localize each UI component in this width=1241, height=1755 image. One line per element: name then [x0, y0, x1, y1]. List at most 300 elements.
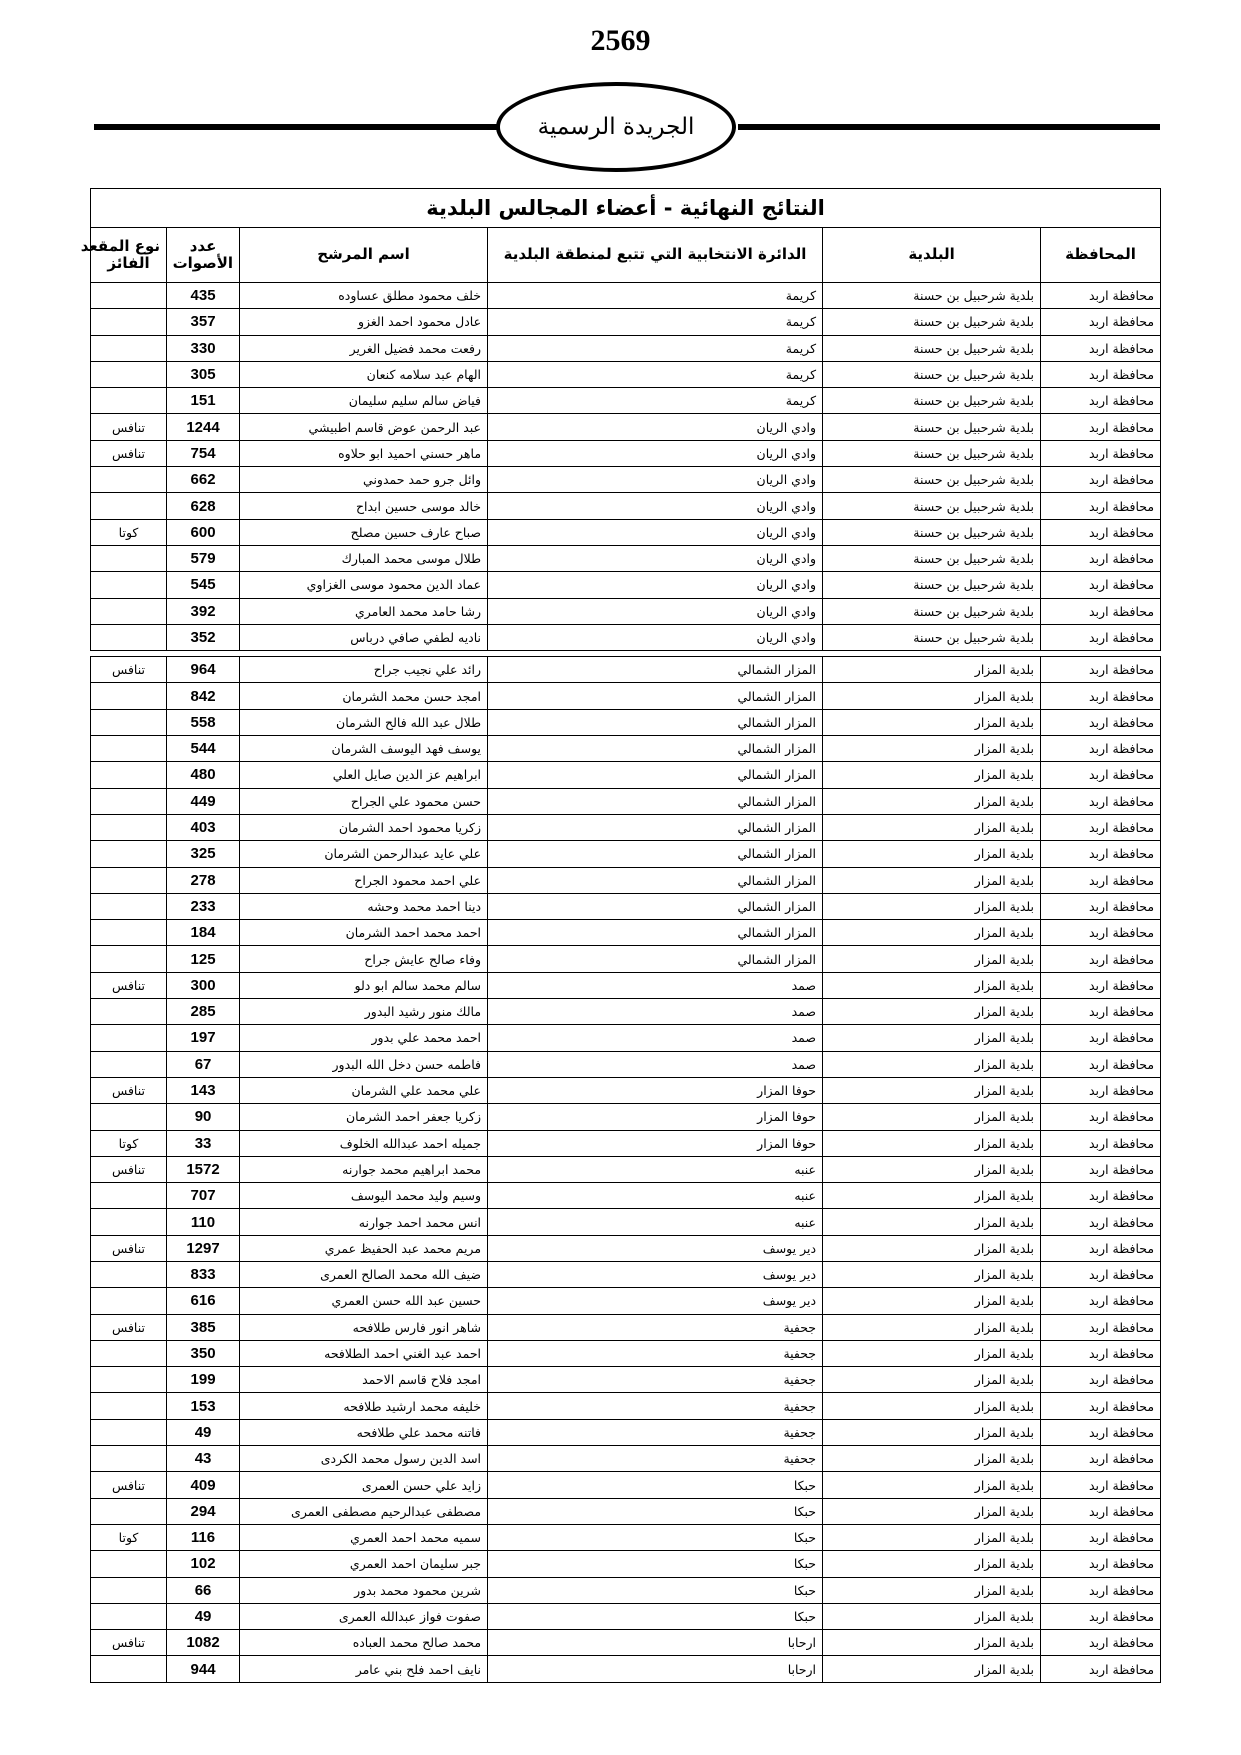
- cell-district: عنبه: [488, 1183, 823, 1209]
- cell-governorate: محافظة اربد: [1041, 309, 1161, 335]
- cell-candidate: حسين عبد الله حسن العمري: [240, 1288, 488, 1314]
- header-seat-line1: نوع المقعد: [80, 236, 161, 255]
- cell-candidate: ضيف الله محمد الصالح العمرى: [240, 1261, 488, 1287]
- cell-district: وادي الريان: [488, 545, 823, 571]
- cell-governorate: محافظة اربد: [1041, 335, 1161, 361]
- cell-seat-type: [91, 1183, 167, 1209]
- cell-candidate: حسن محمود علي الجراح: [240, 788, 488, 814]
- cell-candidate: امجد فلاح قاسم الاحمد: [240, 1367, 488, 1393]
- cell-municipality: بلدية المزار: [823, 1419, 1041, 1445]
- cell-votes: 184: [167, 920, 240, 946]
- cell-district: المزار الشمالي: [488, 867, 823, 893]
- header-rule-right: [738, 124, 1160, 130]
- cell-governorate: محافظة اربد: [1041, 1025, 1161, 1051]
- header-seat-line2: الفائز: [107, 254, 150, 272]
- cell-candidate: امجد حسن محمد الشرمان: [240, 683, 488, 709]
- table-row: [91, 999, 1161, 1025]
- cell-governorate: محافظة اربد: [1041, 1183, 1161, 1209]
- rows-group-sharhabil: [91, 283, 1161, 651]
- header-municipality: البلدية: [823, 228, 1041, 283]
- cell-municipality: بلدية شرحبيل بن حسنة: [823, 361, 1041, 387]
- cell-governorate: محافظة اربد: [1041, 893, 1161, 919]
- cell-candidate: مصطفى عبدالرحيم مصطفى العمرى: [240, 1498, 488, 1524]
- cell-governorate: محافظة اربد: [1041, 388, 1161, 414]
- cell-seat-type: [91, 1446, 167, 1472]
- cell-seat-type: [91, 1288, 167, 1314]
- header-governorate: المحافظة: [1041, 228, 1161, 283]
- cell-governorate: محافظة اربد: [1041, 946, 1161, 972]
- cell-seat-type: [91, 1367, 167, 1393]
- header-candidate: اسم المرشح: [240, 228, 488, 283]
- cell-governorate: محافظة اربد: [1041, 283, 1161, 309]
- cell-votes: 350: [167, 1340, 240, 1366]
- cell-governorate: محافظة اربد: [1041, 1419, 1161, 1445]
- cell-seat-type: [91, 1498, 167, 1524]
- cell-municipality: بلدية المزار: [823, 762, 1041, 788]
- cell-governorate: محافظة اربد: [1041, 1472, 1161, 1498]
- cell-municipality: بلدية شرحبيل بن حسنة: [823, 572, 1041, 598]
- cell-candidate: ابراهيم عز الدين صايل العلي: [240, 762, 488, 788]
- cell-governorate: محافظة اربد: [1041, 467, 1161, 493]
- cell-governorate: محافظة اربد: [1041, 519, 1161, 545]
- table-row: [91, 1077, 1161, 1103]
- cell-candidate: عبد الرحمن عوض قاسم اطبيشي: [240, 414, 488, 440]
- cell-votes: 1082: [167, 1630, 240, 1656]
- cell-candidate: علي محمد علي الشرمان: [240, 1077, 488, 1103]
- cell-district: جحفية: [488, 1393, 823, 1419]
- cell-votes: 1572: [167, 1156, 240, 1182]
- cell-seat-type: كوتا: [91, 1524, 167, 1550]
- cell-governorate: محافظة اربد: [1041, 709, 1161, 735]
- cell-votes: 600: [167, 519, 240, 545]
- cell-governorate: محافظة اربد: [1041, 414, 1161, 440]
- cell-municipality: بلدية المزار: [823, 1446, 1041, 1472]
- cell-candidate: زكريا محمود احمد الشرمان: [240, 814, 488, 840]
- table-row: [91, 1130, 1161, 1156]
- cell-seat-type: [91, 683, 167, 709]
- cell-district: حوفا المزار: [488, 1130, 823, 1156]
- table-row: [91, 1630, 1161, 1656]
- cell-district: صمد: [488, 1051, 823, 1077]
- cell-seat-type: كوتا: [91, 519, 167, 545]
- cell-municipality: بلدية المزار: [823, 1235, 1041, 1261]
- cell-municipality: بلدية شرحبيل بن حسنة: [823, 493, 1041, 519]
- table-row: [91, 440, 1161, 466]
- cell-district: المزار الشمالي: [488, 893, 823, 919]
- cell-municipality: بلدية المزار: [823, 1104, 1041, 1130]
- cell-votes: 305: [167, 361, 240, 387]
- cell-municipality: بلدية المزار: [823, 709, 1041, 735]
- cell-district: كريمة: [488, 388, 823, 414]
- table-row: [91, 1104, 1161, 1130]
- cell-seat-type: [91, 762, 167, 788]
- table-row: [91, 519, 1161, 545]
- cell-seat-type: كوتا: [91, 1130, 167, 1156]
- cell-seat-type: [91, 1419, 167, 1445]
- cell-district: ارحابا: [488, 1656, 823, 1682]
- cell-district: جحفية: [488, 1367, 823, 1393]
- table-row: [91, 572, 1161, 598]
- cell-candidate: محمد ابراهيم محمد جوارنه: [240, 1156, 488, 1182]
- cell-governorate: محافظة اربد: [1041, 1393, 1161, 1419]
- cell-seat-type: [91, 1393, 167, 1419]
- cell-candidate: انس محمد احمد جوارنه: [240, 1209, 488, 1235]
- cell-governorate: محافظة اربد: [1041, 1656, 1161, 1682]
- cell-district: المزار الشمالي: [488, 814, 823, 840]
- cell-district: جحفية: [488, 1340, 823, 1366]
- cell-governorate: محافظة اربد: [1041, 867, 1161, 893]
- cell-votes: 143: [167, 1077, 240, 1103]
- cell-seat-type: [91, 1051, 167, 1077]
- cell-district: كريمة: [488, 309, 823, 335]
- header-votes-line2: الأصوات: [172, 254, 234, 272]
- cell-seat-type: [91, 1577, 167, 1603]
- cell-municipality: بلدية المزار: [823, 1183, 1041, 1209]
- cell-governorate: محافظة اربد: [1041, 999, 1161, 1025]
- table-row: [91, 867, 1161, 893]
- cell-governorate: محافظة اربد: [1041, 736, 1161, 762]
- cell-seat-type: [91, 283, 167, 309]
- header-votes-line1: عدد: [189, 236, 217, 255]
- cell-municipality: بلدية المزار: [823, 1577, 1041, 1603]
- table-row: [91, 283, 1161, 309]
- table-title: النتائج النهائية - أعضاء المجالس البلدية: [91, 189, 1161, 228]
- table-row: [91, 893, 1161, 919]
- cell-seat-type: تنافس: [91, 1077, 167, 1103]
- cell-governorate: محافظة اربد: [1041, 1603, 1161, 1629]
- cell-votes: 49: [167, 1603, 240, 1629]
- cell-votes: 43: [167, 1446, 240, 1472]
- cell-municipality: بلدية المزار: [823, 946, 1041, 972]
- cell-governorate: محافظة اربد: [1041, 1446, 1161, 1472]
- cell-votes: 67: [167, 1051, 240, 1077]
- cell-municipality: بلدية شرحبيل بن حسنة: [823, 335, 1041, 361]
- cell-seat-type: تنافس: [91, 1235, 167, 1261]
- cell-votes: 662: [167, 467, 240, 493]
- cell-district: المزار الشمالي: [488, 657, 823, 683]
- cell-district: المزار الشمالي: [488, 788, 823, 814]
- table-row: [91, 1393, 1161, 1419]
- cell-municipality: بلدية المزار: [823, 1472, 1041, 1498]
- cell-candidate: علي احمد محمود الجراح: [240, 867, 488, 893]
- table-row: [91, 335, 1161, 361]
- cell-votes: 944: [167, 1656, 240, 1682]
- cell-votes: 90: [167, 1104, 240, 1130]
- table-row: [91, 788, 1161, 814]
- cell-seat-type: [91, 736, 167, 762]
- cell-candidate: احمد عبد الغني احمد الطلافحه: [240, 1340, 488, 1366]
- cell-municipality: بلدية المزار: [823, 683, 1041, 709]
- table-row: [91, 624, 1161, 650]
- cell-candidate: مريم محمد عبد الحفيظ عمري: [240, 1235, 488, 1261]
- table-row: [91, 1367, 1161, 1393]
- cell-votes: 392: [167, 598, 240, 624]
- cell-candidate: دينا احمد محمد وحشه: [240, 893, 488, 919]
- table-row: [91, 1498, 1161, 1524]
- cell-district: ارحابا: [488, 1630, 823, 1656]
- cell-seat-type: [91, 545, 167, 571]
- cell-municipality: بلدية المزار: [823, 841, 1041, 867]
- cell-seat-type: تنافس: [91, 657, 167, 683]
- cell-seat-type: [91, 335, 167, 361]
- cell-governorate: محافظة اربد: [1041, 972, 1161, 998]
- cell-votes: 480: [167, 762, 240, 788]
- table-row: [91, 388, 1161, 414]
- cell-district: صمد: [488, 972, 823, 998]
- cell-votes: 403: [167, 814, 240, 840]
- cell-votes: 199: [167, 1367, 240, 1393]
- results-table: [80, 188, 1161, 1683]
- cell-district: حبكا: [488, 1577, 823, 1603]
- cell-district: حوفا المزار: [488, 1104, 823, 1130]
- cell-candidate: الهام عبد سلامه كنعان: [240, 361, 488, 387]
- cell-governorate: محافظة اربد: [1041, 683, 1161, 709]
- cell-governorate: محافظة اربد: [1041, 1630, 1161, 1656]
- cell-seat-type: [91, 1025, 167, 1051]
- cell-district: حبكا: [488, 1551, 823, 1577]
- cell-candidate: ناديه لطفي صافي درباس: [240, 624, 488, 650]
- cell-municipality: بلدية المزار: [823, 1077, 1041, 1103]
- cell-municipality: بلدية شرحبيل بن حسنة: [823, 414, 1041, 440]
- cell-votes: 754: [167, 440, 240, 466]
- cell-district: دير يوسف: [488, 1288, 823, 1314]
- cell-governorate: محافظة اربد: [1041, 1314, 1161, 1340]
- cell-governorate: محافظة اربد: [1041, 493, 1161, 519]
- cell-district: دير يوسف: [488, 1261, 823, 1287]
- cell-votes: 352: [167, 624, 240, 650]
- cell-municipality: بلدية المزار: [823, 657, 1041, 683]
- cell-district: المزار الشمالي: [488, 736, 823, 762]
- cell-governorate: محافظة اربد: [1041, 1051, 1161, 1077]
- cell-municipality: بلدية المزار: [823, 1288, 1041, 1314]
- cell-district: جحفية: [488, 1314, 823, 1340]
- cell-district: حبكا: [488, 1603, 823, 1629]
- cell-seat-type: [91, 493, 167, 519]
- cell-municipality: بلدية المزار: [823, 1314, 1041, 1340]
- cell-votes: 616: [167, 1288, 240, 1314]
- cell-candidate: خلف محمود مطلق عساوده: [240, 283, 488, 309]
- cell-municipality: بلدية المزار: [823, 1630, 1041, 1656]
- table-row: [91, 1419, 1161, 1445]
- rows-group-mazar: [91, 657, 1161, 1683]
- cell-candidate: شرين محمود محمد بدور: [240, 1577, 488, 1603]
- cell-votes: 153: [167, 1393, 240, 1419]
- cell-municipality: بلدية شرحبيل بن حسنة: [823, 440, 1041, 466]
- page-number: 2569: [590, 24, 651, 57]
- cell-seat-type: تنافس: [91, 414, 167, 440]
- table-row: [91, 1209, 1161, 1235]
- cell-governorate: محافظة اربد: [1041, 814, 1161, 840]
- cell-municipality: بلدية المزار: [823, 1261, 1041, 1287]
- cell-seat-type: [91, 999, 167, 1025]
- cell-seat-type: [91, 893, 167, 919]
- cell-district: حوفا المزار: [488, 1077, 823, 1103]
- cell-votes: 285: [167, 999, 240, 1025]
- cell-governorate: محافظة اربد: [1041, 545, 1161, 571]
- cell-district: المزار الشمالي: [488, 762, 823, 788]
- cell-seat-type: [91, 598, 167, 624]
- cell-municipality: بلدية شرحبيل بن حسنة: [823, 598, 1041, 624]
- table-row: [91, 946, 1161, 972]
- cell-municipality: بلدية المزار: [823, 788, 1041, 814]
- cell-municipality: بلدية المزار: [823, 1209, 1041, 1235]
- cell-candidate: عادل محمود احمد الغزو: [240, 309, 488, 335]
- cell-seat-type: [91, 1261, 167, 1287]
- table-row: [91, 309, 1161, 335]
- cell-district: جحفية: [488, 1446, 823, 1472]
- cell-candidate: رائد علي نجيب جراح: [240, 657, 488, 683]
- cell-municipality: بلدية شرحبيل بن حسنة: [823, 467, 1041, 493]
- cell-seat-type: [91, 920, 167, 946]
- cell-governorate: محافظة اربد: [1041, 1367, 1161, 1393]
- cell-votes: 125: [167, 946, 240, 972]
- cell-seat-type: [91, 572, 167, 598]
- cell-candidate: فياض سالم سليم سليمان: [240, 388, 488, 414]
- cell-municipality: بلدية شرحبيل بن حسنة: [823, 624, 1041, 650]
- cell-seat-type: تنافس: [91, 972, 167, 998]
- cell-candidate: احمد محمد علي بدور: [240, 1025, 488, 1051]
- cell-district: وادي الريان: [488, 440, 823, 466]
- cell-votes: 435: [167, 283, 240, 309]
- cell-candidate: طلال موسى محمد المبارك: [240, 545, 488, 571]
- cell-district: المزار الشمالي: [488, 683, 823, 709]
- table-row: [91, 814, 1161, 840]
- table-row: [91, 545, 1161, 571]
- cell-candidate: سالم محمد سالم ابو دلو: [240, 972, 488, 998]
- cell-district: جحفية: [488, 1419, 823, 1445]
- table-row: [91, 1551, 1161, 1577]
- cell-votes: 1244: [167, 414, 240, 440]
- cell-votes: 49: [167, 1419, 240, 1445]
- cell-district: حبكا: [488, 1498, 823, 1524]
- cell-votes: 964: [167, 657, 240, 683]
- cell-municipality: بلدية المزار: [823, 999, 1041, 1025]
- cell-governorate: محافظة اربد: [1041, 598, 1161, 624]
- cell-candidate: زكريا جعفر احمد الشرمان: [240, 1104, 488, 1130]
- header-rule-left: [94, 124, 502, 130]
- cell-candidate: سميه محمد احمد العمري: [240, 1524, 488, 1550]
- table-row: [91, 493, 1161, 519]
- cell-votes: 102: [167, 1551, 240, 1577]
- cell-municipality: بلدية المزار: [823, 1524, 1041, 1550]
- table-row: [91, 1156, 1161, 1182]
- cell-municipality: بلدية المزار: [823, 893, 1041, 919]
- cell-governorate: محافظة اربد: [1041, 361, 1161, 387]
- cell-seat-type: [91, 788, 167, 814]
- cell-municipality: بلدية المزار: [823, 1051, 1041, 1077]
- cell-governorate: محافظة اربد: [1041, 1235, 1161, 1261]
- cell-votes: 558: [167, 709, 240, 735]
- cell-municipality: بلدية المزار: [823, 1340, 1041, 1366]
- cell-district: وادي الريان: [488, 414, 823, 440]
- cell-district: كريمة: [488, 283, 823, 309]
- header-votes: [167, 228, 240, 283]
- cell-seat-type: [91, 1209, 167, 1235]
- cell-votes: 294: [167, 1498, 240, 1524]
- cell-votes: 116: [167, 1524, 240, 1550]
- cell-candidate: علي عايد عبدالرحمن الشرمان: [240, 841, 488, 867]
- cell-municipality: بلدية شرحبيل بن حسنة: [823, 388, 1041, 414]
- cell-candidate: زايد علي حسن العمرى: [240, 1472, 488, 1498]
- table-row: [91, 709, 1161, 735]
- table-row: [91, 1183, 1161, 1209]
- cell-governorate: محافظة اربد: [1041, 440, 1161, 466]
- cell-governorate: محافظة اربد: [1041, 1288, 1161, 1314]
- cell-seat-type: [91, 1603, 167, 1629]
- cell-municipality: بلدية المزار: [823, 1498, 1041, 1524]
- cell-candidate: احمد محمد احمد الشرمان: [240, 920, 488, 946]
- cell-votes: 449: [167, 788, 240, 814]
- cell-district: حبكا: [488, 1472, 823, 1498]
- table-row: [91, 1314, 1161, 1340]
- table-row: [91, 414, 1161, 440]
- cell-district: وادي الريان: [488, 572, 823, 598]
- cell-municipality: بلدية المزار: [823, 1551, 1041, 1577]
- cell-governorate: محافظة اربد: [1041, 1498, 1161, 1524]
- cell-candidate: ماهر حسني احميد ابو حلاوه: [240, 440, 488, 466]
- cell-votes: 33: [167, 1130, 240, 1156]
- cell-governorate: محافظة اربد: [1041, 1130, 1161, 1156]
- cell-votes: 110: [167, 1209, 240, 1235]
- cell-candidate: خليفه محمد ارشيد طلافحه: [240, 1393, 488, 1419]
- cell-district: عنبه: [488, 1156, 823, 1182]
- table-row: [91, 1524, 1161, 1550]
- cell-municipality: بلدية شرحبيل بن حسنة: [823, 519, 1041, 545]
- cell-candidate: شاهر انور فارس طلافحه: [240, 1314, 488, 1340]
- cell-district: المزار الشمالي: [488, 946, 823, 972]
- table-row: [91, 1603, 1161, 1629]
- cell-candidate: رشا حامد محمد العامري: [240, 598, 488, 624]
- cell-votes: 330: [167, 335, 240, 361]
- table-row: [91, 1288, 1161, 1314]
- cell-seat-type: [91, 946, 167, 972]
- table-row: [91, 1340, 1161, 1366]
- cell-votes: 409: [167, 1472, 240, 1498]
- cell-municipality: بلدية المزار: [823, 920, 1041, 946]
- cell-district: وادي الريان: [488, 519, 823, 545]
- cell-governorate: محافظة اربد: [1041, 1104, 1161, 1130]
- table-row: [91, 1446, 1161, 1472]
- cell-municipality: بلدية المزار: [823, 736, 1041, 762]
- table-row: [91, 683, 1161, 709]
- table-row: [91, 1235, 1161, 1261]
- cell-governorate: محافظة اربد: [1041, 1340, 1161, 1366]
- cell-district: كريمة: [488, 335, 823, 361]
- cell-governorate: محافظة اربد: [1041, 788, 1161, 814]
- cell-governorate: محافظة اربد: [1041, 1156, 1161, 1182]
- cell-candidate: فاتنه محمد علي طلافحه: [240, 1419, 488, 1445]
- cell-votes: 233: [167, 893, 240, 919]
- table-row: [91, 1051, 1161, 1077]
- cell-seat-type: [91, 1656, 167, 1682]
- cell-seat-type: [91, 841, 167, 867]
- cell-municipality: بلدية المزار: [823, 1393, 1041, 1419]
- cell-votes: 579: [167, 545, 240, 571]
- table-row: [91, 1656, 1161, 1682]
- cell-municipality: بلدية شرحبيل بن حسنة: [823, 545, 1041, 571]
- cell-candidate: نايف احمد فلح بني عامر: [240, 1656, 488, 1682]
- cell-candidate: وسيم وليد محمد اليوسف: [240, 1183, 488, 1209]
- cell-candidate: مالك منور رشيد البدور: [240, 999, 488, 1025]
- cell-seat-type: [91, 624, 167, 650]
- cell-district: وادي الريان: [488, 467, 823, 493]
- cell-votes: 545: [167, 572, 240, 598]
- cell-seat-type: [91, 867, 167, 893]
- cell-district: المزار الشمالي: [488, 841, 823, 867]
- cell-votes: 300: [167, 972, 240, 998]
- table-row: [91, 736, 1161, 762]
- cell-seat-type: تنافس: [91, 440, 167, 466]
